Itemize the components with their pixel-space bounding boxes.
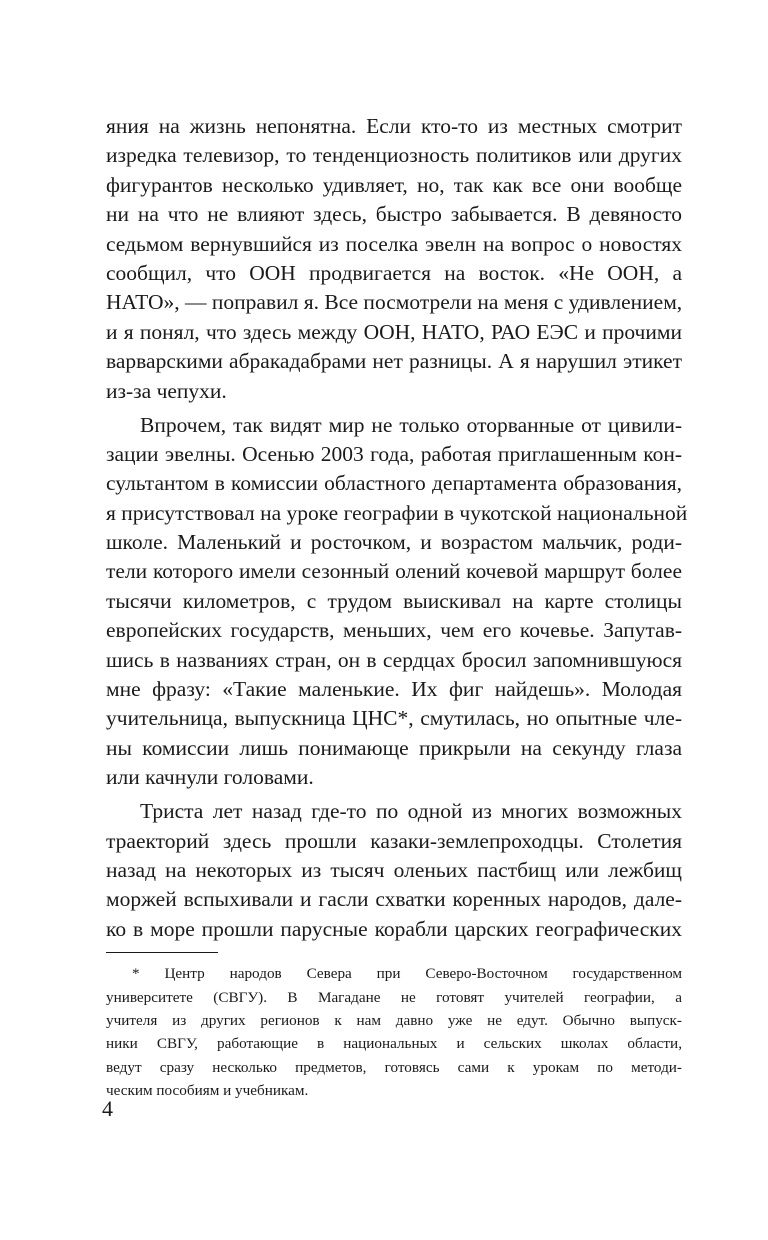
paragraph-2: [106, 411, 688, 793]
footnote: [106, 962, 682, 1102]
text-line: сообщил, что ООН продвигается на восток. «Не ООН, а: [106, 260, 682, 285]
text-line: траекторий здесь прошли казаки-землепроходцы. Столетия: [106, 828, 682, 853]
footnote-line: университете (СВГУ). В Магадане не готовят учителей географии, а: [106, 988, 682, 1006]
text-line: из-за чепухи.: [106, 378, 227, 403]
page-number: 4: [102, 1096, 113, 1121]
text-line: варварскими абракадабрами нет разницы. А я нарушил этикет: [106, 349, 682, 374]
text-line: тели которого имели сезонный олений кочевой маршрут более: [106, 559, 682, 584]
text-line: тысячи километров, с трудом выискивал на карте столицы: [106, 588, 682, 613]
text-line: седьмом вернувшийся из поселка эвелн на вопрос о новостях: [106, 231, 682, 256]
text-line: Впрочем, так видят мир не только оторванные от цивили-: [140, 412, 682, 437]
paragraph-1: [106, 112, 682, 406]
text-line: зации эвелны. Осенью 2003 года, работая приглашенным кон-: [106, 441, 682, 466]
text-line: шись в названиях стран, он в сердцах бросил запомнившуюся: [106, 647, 682, 672]
paragraph-3: [106, 797, 682, 944]
page-body: [106, 112, 688, 1102]
text-line: ны комиссии лишь понимающе прикрыли на секунду глаза: [106, 735, 682, 760]
footnote-line: ведут сразу несколько предметов, готовясь сами к урокам по методи-: [106, 1058, 682, 1076]
text-line: школе. Маленький и росточком, и возрастом мальчик, роди-: [106, 530, 682, 555]
text-line: мне фразу: «Такие маленькие. Их фиг найдешь». Молодая: [106, 677, 682, 702]
text-line: я присутствовал на уроке географии в чукотской национальной: [106, 500, 688, 525]
text-line: Триста лет назад где-то по одной из многих возможных: [140, 799, 682, 824]
main-text: [106, 112, 688, 944]
text-line: НАТО», — поправил я. Все посмотрели на меня с удивлением,: [106, 290, 683, 315]
text-line: европейских государств, меньших, чем его кочевье. Запутав-: [106, 618, 682, 643]
text-line: изредка телевизор, то тенденциозность политиков или других: [106, 143, 682, 168]
text-line: сультантом в комиссии областного департамента образования,: [106, 471, 682, 496]
text-line: яния на жизнь непонятна. Если кто-то из местных смотрит: [106, 114, 682, 138]
footnote-line: ники СВГУ, работающие в национальных и сельских школах области,: [106, 1035, 682, 1053]
text-line: фигурантов несколько удивляет, но, так как все они вообще: [106, 172, 682, 197]
footnote-line: ческим пособиям и учебникам.: [106, 1082, 309, 1100]
text-line: ни на что не влияют здесь, быстро забывается. В девяносто: [106, 202, 682, 227]
text-line: моржей вспыхивали и гасли схватки коренных народов, дале-: [106, 887, 682, 912]
text-line: или качнули головами.: [106, 765, 314, 790]
text-line: ко в море прошли парусные корабли царских географических: [106, 916, 682, 941]
text-line: назад на некоторых из тысяч оленьих пастбищ или лежбищ: [106, 857, 682, 882]
text-line: и я понял, что здесь между ООН, НАТО, РАО ЕЭС и прочими: [106, 319, 682, 344]
text-line: учительница, выпускница ЦНС*, смутилась, но опытные чле-: [106, 706, 682, 731]
footnote-line: учителя из других регионов к нам давно уже не едут. Обычно выпуск-: [106, 1011, 682, 1029]
footnote-line: * Центр народов Севера при Северо-Восточном государственном: [132, 965, 682, 983]
footnote-divider: [106, 952, 218, 953]
